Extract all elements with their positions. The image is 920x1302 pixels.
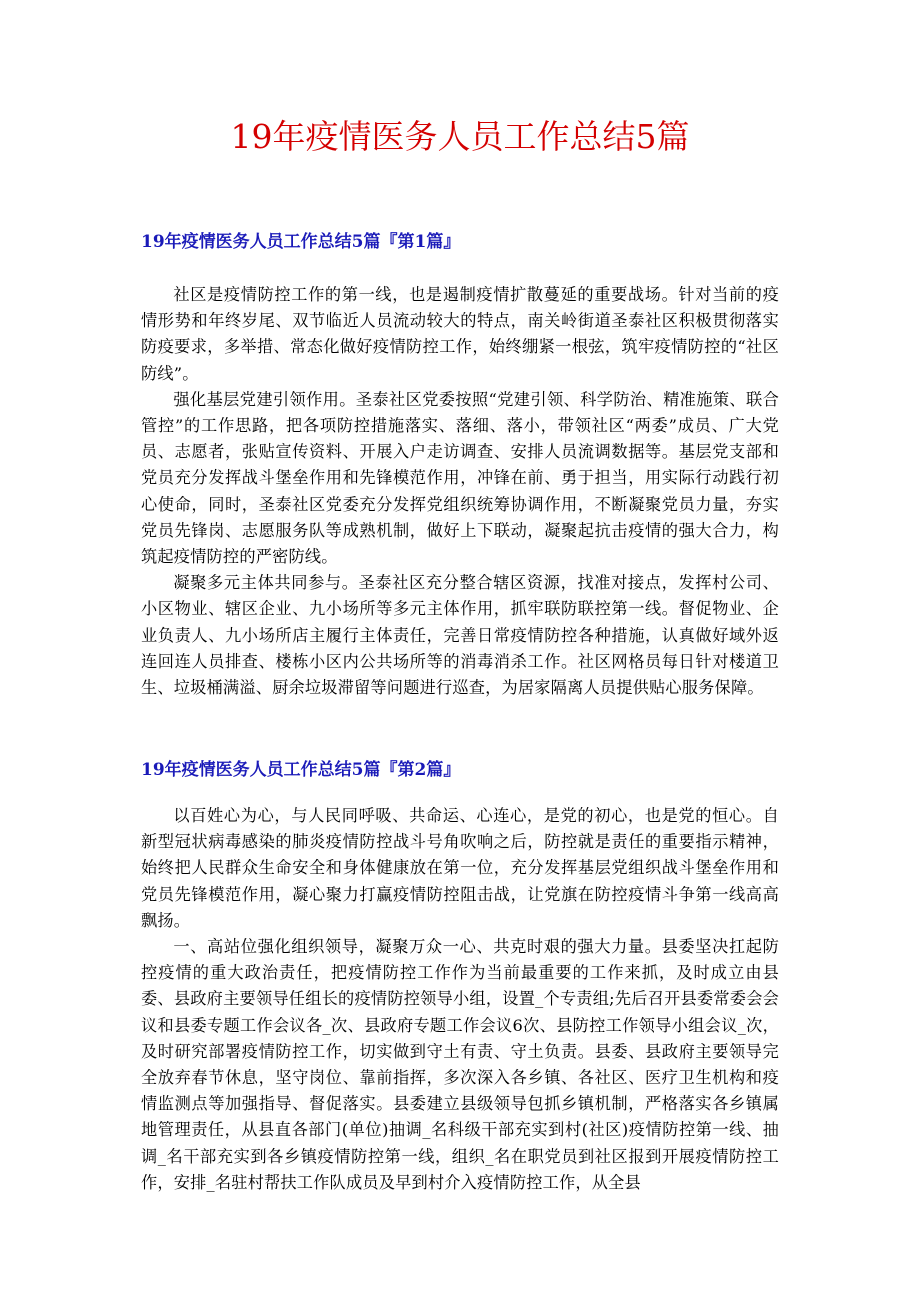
section-body-2 — [141, 803, 779, 1196]
paragraph: 凝聚多元主体共同参与。圣泰社区充分整合辖区资源，找准对接点，发挥村公司、小区物业、辖区企业、九小场所等多元主体作用，抓牢联防联控第一线。督促物业、企业负责人、九小场所店主履行主体责任，完善日常疫情防控各种措施，认真做好域外返连回连人员排查、楼栋小区内公共场所等的消毒消杀工作。社区网格员每日针对楼道卫生、垃圾桶满溢、厨余垃圾滞留等问题进行巡查，为居家隔离人员提供贴心服务保障。 — [141, 573, 779, 698]
paragraph: 社区是疫情防控工作的第一线，也是遏制疫情扩散蔓延的重要战场。针对当前的疫情形势和年终岁尾、双节临近人员流动较大的特点，南关岭街道圣泰社区积极贯彻落实防疫要求，多举措、常态化做好疫情防控工作，始终绷紧一根弦，筑牢疫情防控的“社区防线”。 — [141, 285, 779, 383]
paragraph: 一、高站位强化组织领导，凝聚万众一心、共克时艰的强大力量。县委坚决扛起防控疫情的重大政治责任，把疫情防控工作作为当前最重要的工作来抓，及时成立由县委、县政府主要领导任组长的疫情防控领导小组，设置_个专责组;先后召开县委常委会会议和县委专题工作会议各_次、县政府专题工作会议6次、县防控工作领导小组会议_次，及时研究部署疫情防控工作，切实做到守土有责、守土负责。县委、县政府主要领导完全放弃春节休息，坚守岗位、靠前指挥，多次深入各乡镇、各社区、医疗卫生机构和疫情监测点等加强指导、督促落实。县委建立县级领导包抓乡镇机制，严格落实各乡镇属地管理责任，从县直各部门(单位)抽调_名科级干部充实到村(社区)疫情防控第一线、抽调_名干部充实到各乡镇疫情防控第一线，组织_名在职党员到社区报到开展疫情防控工作，安排_名驻村帮扶工作队成员及早到村介入疫情防控工作，从全县 — [141, 937, 779, 1192]
document-title: 19年疫情医务人员工作总结5篇 — [230, 117, 690, 156]
paragraph: 强化基层党建引领作用。圣泰社区党委按照“党建引领、科学防治、精准施策、联合管控”的工作思路，把各项防控措施落实、落细、落小，带领社区“两委”成员、广大党员、志愿者，张贴宣传资料、开展入户走访调查、安排人员流调数据等。基层党支部和党员充分发挥战斗堡垒作用和先锋模范作用，冲锋在前、勇于担当，用实际行动践行初心使命，同时，圣泰社区党委充分发挥党组织统筹协调作用，不断凝聚党员力量，夯实党员先锋岗、志愿服务队等成熟机制，做好上下联动，凝聚起抗击疫情的强大合力，构筑起疫情防控的严密防线。 — [141, 389, 779, 567]
paragraph: 以百姓心为心，与人民同呼吸、共命运、心连心，是党的初心，也是党的恒心。自新型冠状病毒感染的肺炎疫情防控战斗号角吹响之后，防控就是责任的重要指示精神，始终把人民群众生命安全和身体健康放在第一位，充分发挥基层党组织战斗堡垒作用和党员先锋模范作用，凝心聚力打赢疫情防控阻击战，让党旗在防控疫情斗争第一线高高飘扬。 — [141, 806, 779, 930]
section-heading-1: 19年疫情医务人员工作总结5篇『第1篇』 — [141, 232, 461, 252]
section-body-1 — [141, 282, 779, 701]
section-heading-2: 19年疫情医务人员工作总结5篇『第2篇』 — [141, 760, 461, 780]
